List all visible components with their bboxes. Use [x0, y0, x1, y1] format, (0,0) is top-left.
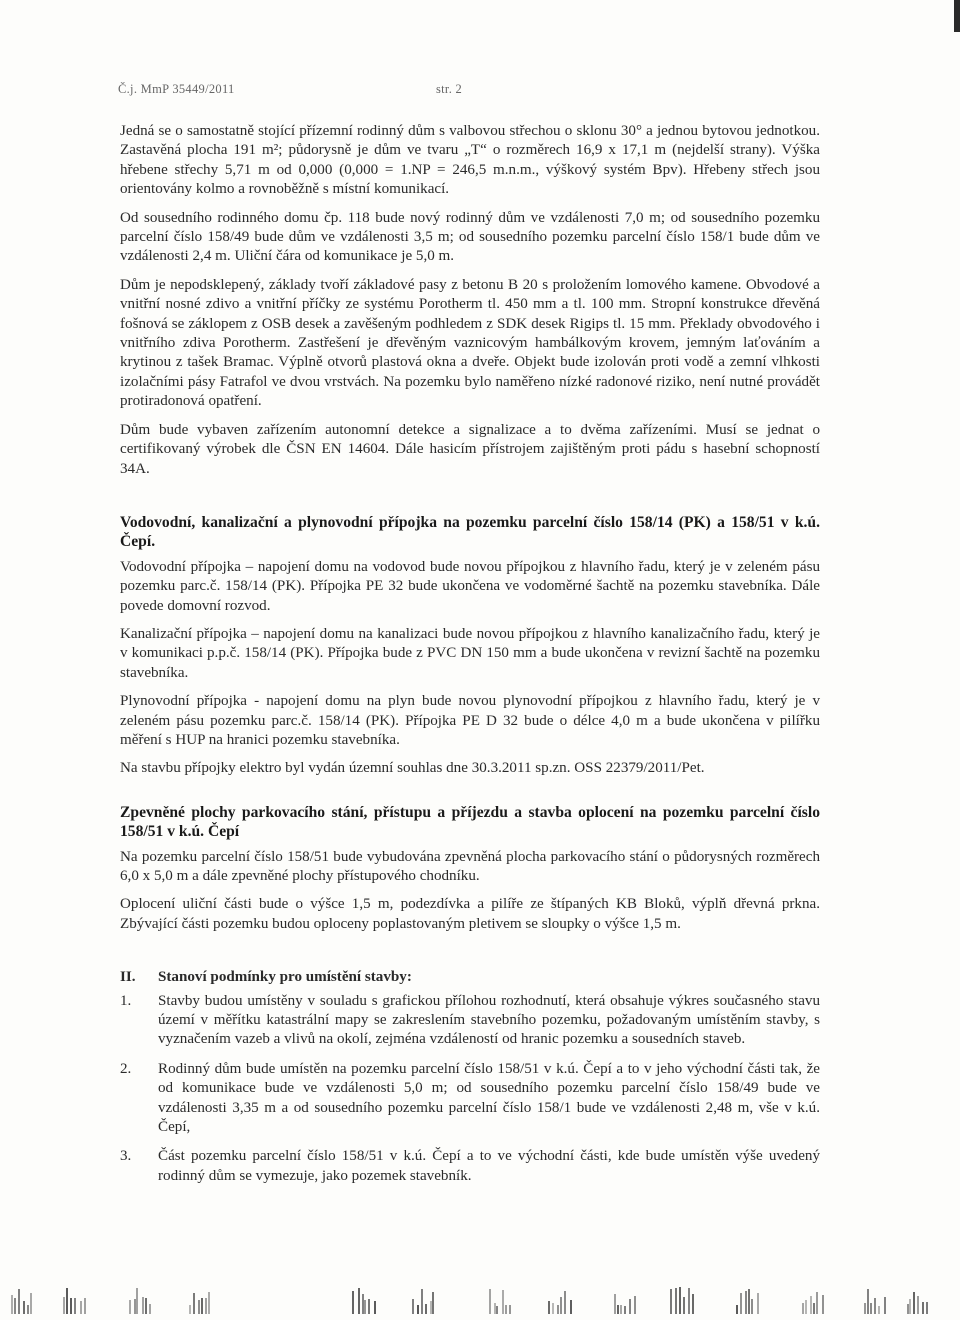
scan-artifact-mark [745, 1291, 747, 1314]
scan-artifact-mark [564, 1291, 566, 1314]
scan-artifact-mark [864, 1303, 866, 1314]
scan-artifact-mark [30, 1293, 32, 1314]
scan-artifact-mark [878, 1306, 880, 1314]
scan-artifact-mark [617, 1305, 619, 1314]
paragraph: Na pozemku parcelní číslo 158/51 bude vybudována zpevněná plocha parkovacího stání o půdorysných rozměrech 6,0 x 5,0 m a dále zpevněné plochy přístupového chodníku. [120, 848, 820, 884]
scan-artifact-mark [205, 1298, 207, 1314]
scan-artifact-mark [560, 1297, 562, 1314]
scan-artifact-mark [802, 1303, 804, 1314]
scan-artifact-mark [874, 1298, 876, 1314]
scan-artifact-mark [909, 1299, 911, 1314]
scan-artifact-mark [368, 1299, 370, 1314]
section-utility-connections [120, 513, 820, 779]
scan-artifact-mark [208, 1292, 210, 1314]
scan-artifact-mark [352, 1291, 354, 1314]
scan-artifact-mark [867, 1289, 869, 1314]
conditions-list [120, 992, 820, 1187]
paragraph: Od sousedního rodinného domu čp. 118 bude nový rodinný dům ve vzdálenosti 7,0 m; od sousedního pozemku parcelní číslo 158/49 bude dům ve vzdálenosti 3,5 m; od sousedního pozemku parcelní číslo 158/1 bude dům ve vzdálenosti 2,4 m. Uliční čára od komunikace je 5,0 m. [120, 209, 820, 265]
scan-artifact-mark [364, 1300, 366, 1314]
scan-artifact-mark [926, 1302, 928, 1314]
scan-artifact-mark [548, 1301, 550, 1314]
conditions-title: Stanoví podmínky pro umístění stavby: [158, 969, 412, 986]
scan-artifact-mark [675, 1288, 677, 1314]
scan-artifact-mark [757, 1293, 759, 1314]
scan-artifact-mark [425, 1304, 427, 1314]
scan-artifact-mark [145, 1298, 147, 1314]
scan-artifact-mark [201, 1298, 203, 1314]
scan-artifact-mark [489, 1289, 491, 1314]
scan-artifact-mark [509, 1305, 511, 1314]
scan-artifact-mark [74, 1298, 76, 1314]
scan-artifact-mark [822, 1295, 824, 1314]
list-item-text: Stavby budou umístěny v souladu s grafickou přílohou rozhodnutí, která obsahuje výkres současného stavu území v měřítku katastrální mapy se zakreslením stavebního pozemku, požadovaným umístěním stavby, s vyznačením vazeb a vlivů na okolí, zejména vzdáleností od hranic pozemku a sousedních staveb. [158, 992, 820, 1048]
scan-artifact-mark [810, 1296, 812, 1314]
paragraph: Dům je nepodsklepený, základy tvoří základové pasy z betonu B 20 s proložením lomového kamene. Obvodové a vnitřní nosné zdivo a vnitřní příčky ze systému Porotherm tl. 450 mm a tl. 100 mm. Stropní konstrukce dřevěná fošnová se záklopem z OSB desek a zavěšeným podhledem z SDK desek Rigips tl. 15 mm. Překlady obvodového i vnitřního zdiva Porotherm. Zastřešení je dřevěným vaznicovým hambálkovým krovem, jemným laťováním a krytinou z tašek Bramac. Výplně otvorů plastová okna a dveře. Objekt bude izolován proti vodě a zemní vlhkosti izolačními pásy Fatrafol ve dvou vrstvách. Na pozemku bylo naměřeno nízké radonové riziko, není nutné provádět protiradonová opatření. [120, 276, 820, 410]
scan-artifact-mark [922, 1302, 924, 1314]
scan-artifact-mark [14, 1298, 16, 1314]
paragraph: Vodovodní přípojka – napojení domu na vodovod bude novou přípojkou z hlavního řadu, který je v zeleném pásu pozemku parc.č. 158/14 (PK). Přípojka PE 32 bude ukončena ve vodoměrné šachtě na pozemku stavebníka. Dále povede domovní rozvod. [120, 558, 820, 614]
scan-artifact-mark [624, 1306, 626, 1314]
list-item-text: Rodinný dům bude umístěn na pozemku parcelní číslo 158/51 v k.ú. Čepí a to v jeho východní části tak, že od komunikace bude ve vzdálenosti 5,0 m; od sousedního pozemku parcelní číslo 158/49 bude ve vzdálenosti 3,35 m a od sousedního pozemku parcelní číslo 158/1 bude ve vzdálenosti 2,48 m, vše v k.ú. Čepí, [158, 1060, 820, 1136]
scan-binding-marks [0, 1280, 960, 1320]
paragraph: Na stavbu přípojky elektro byl vydán územní souhlas dne 30.3.2011 sp.zn. OSS 22379/2011/Pet. [120, 760, 705, 777]
scan-artifact-mark [620, 1305, 622, 1314]
scan-artifact-mark [63, 1297, 65, 1314]
scan-artifact-mark [496, 1306, 498, 1314]
scan-artifact-mark [66, 1288, 68, 1314]
scan-artifact-mark [136, 1288, 138, 1314]
scan-artifact-mark [11, 1295, 13, 1314]
section-conditions [120, 968, 820, 1186]
scan-artifact-mark [917, 1296, 919, 1314]
scan-artifact-mark [614, 1294, 616, 1314]
paragraph: Dům bude vybaven zařízením autonomní detekce a signalizace a to dvěma zařízeními. Musí se jednat o certifikovaný výrobek dle ČSN EN 14604. Dále hasicím přístrojem zajištěným proti pádu s hasební schopností 34A. [120, 421, 820, 477]
scan-artifact-mark [805, 1300, 807, 1314]
reference-number: Č.j. MmP 35449/2011 [118, 82, 235, 96]
section-paved-areas-fencing [120, 803, 820, 934]
scan-artifact-mark [870, 1303, 872, 1314]
list-item [120, 1060, 820, 1138]
scan-artifact-mark [84, 1298, 86, 1314]
scan-artifact-mark [18, 1289, 20, 1314]
scan-artifact-mark [129, 1300, 131, 1314]
list-item [120, 992, 820, 1050]
section-building-description [120, 122, 820, 479]
scan-artifact-mark [412, 1299, 414, 1314]
scan-artifact-mark [23, 1301, 25, 1314]
list-item [120, 1147, 820, 1186]
document-body [120, 122, 820, 1196]
scan-artifact-mark [740, 1293, 742, 1314]
scan-edge-mark [954, 0, 960, 32]
scan-artifact-mark [198, 1300, 200, 1314]
scan-artifact-mark [417, 1305, 419, 1314]
page-number: str. 2 [436, 82, 463, 96]
list-item-number: 1. [120, 992, 132, 1009]
section-heading: Vodovodní, kanalizační a plynovodní přípojka na pozemku parcelní číslo 158/14 (PK) a 158/51 v k.ú. Čepí. [120, 513, 820, 551]
paragraph: Kanalizační přípojka – napojení domu na kanalizaci bude novou přípojkou z hlavního kanalizačního řadu, který je v komunikaci p.p.č. 158/14 (PK). Přípojka bude z PVC DN 150 mm a bude ukončena v revizní šachtě na pozemku stavebníka. [120, 625, 820, 681]
scan-artifact-mark [193, 1293, 195, 1314]
scan-artifact-mark [634, 1296, 636, 1314]
scan-artifact-mark [748, 1289, 750, 1314]
scan-artifact-mark [670, 1289, 672, 1314]
scan-artifact-mark [149, 1304, 151, 1314]
list-item-text: Část pozemku parcelní číslo 158/51 v k.ú. Čepí a to ve východní části, kde bude umístěn výše uvedený rodinný dům se vymezuje, jako pozemek stavebník. [158, 1148, 820, 1184]
scan-artifact-mark [683, 1297, 685, 1314]
scan-artifact-mark [502, 1290, 504, 1314]
scan-artifact-mark [816, 1292, 818, 1314]
scan-artifact-mark [374, 1301, 376, 1314]
scan-artifact-mark [557, 1305, 559, 1314]
section-number: II. [120, 969, 136, 986]
scan-artifact-mark [913, 1292, 915, 1314]
scan-artifact-mark [629, 1299, 631, 1314]
scan-artifact-mark [421, 1289, 423, 1314]
list-item-number: 2. [120, 1060, 132, 1077]
paragraph: Plynovodní přípojka - napojení domu na plyn bude novou plynovodní přípojkou z hlavního řadu, který je v zeleném pásu pozemku parc.č. 158/14 (PK). Přípojka PE D 32 bude o délce 4,0 m a bude ukončena v pilířku měření s HUP na hranici pozemku stavebníka. [120, 693, 820, 748]
scan-artifact-mark [189, 1305, 191, 1314]
scan-artifact-mark [505, 1305, 507, 1314]
scan-artifact-mark [736, 1305, 738, 1314]
scan-artifact-mark [570, 1300, 572, 1314]
scan-artifact-mark [692, 1294, 694, 1314]
scan-artifact-mark [70, 1298, 72, 1314]
scan-artifact-mark [751, 1299, 753, 1314]
scan-artifact-mark [432, 1292, 434, 1314]
scan-artifact-mark [813, 1303, 815, 1314]
scan-artifact-mark [27, 1305, 29, 1314]
scan-artifact-mark [552, 1303, 554, 1314]
scan-artifact-mark [688, 1288, 690, 1314]
paragraph: Jedná se o samostatně stojící přízemní rodinný dům s valbovou střechou o sklonu 30° a jednou bytovou jednotkou. Zastavěná plocha 191 m²; půdorysně je dům ve tvaru „T“ o rozměrech 16,9 x 17,1 m (nejdelší strany). Výška hřebene střechy 5,71 m od 0,000 (0,000 = 1.NP = 246,5 m.n.m., výškový systém Bpv). Hřebeny střech jsou orientovány kolmo a rovnoběžně s místní komunikací. [120, 123, 820, 198]
section-heading: Zpevněné plochy parkovacího stání, přístupu a příjezdu a stavba oplocení na pozemku parcelní číslo 158/51 v k.ú. Čepí [120, 803, 820, 841]
list-item-number: 3. [120, 1148, 132, 1165]
conditions-heading [120, 968, 820, 987]
scan-artifact-mark [80, 1301, 82, 1314]
scan-artifact-mark [358, 1288, 360, 1314]
scan-artifact-mark [142, 1297, 144, 1314]
scan-artifact-mark [679, 1287, 681, 1314]
scan-artifact-mark [884, 1297, 886, 1314]
paragraph: Oplocení uliční části bude o výšce 1,5 m, podezdívka a pilíře ze štípaných KB Bloků, výplň dřevná prkna. Zbývající části pozemku budou oploceny poplastovaným pletivem se sloupky o výšce 1,5 m. [120, 896, 820, 932]
